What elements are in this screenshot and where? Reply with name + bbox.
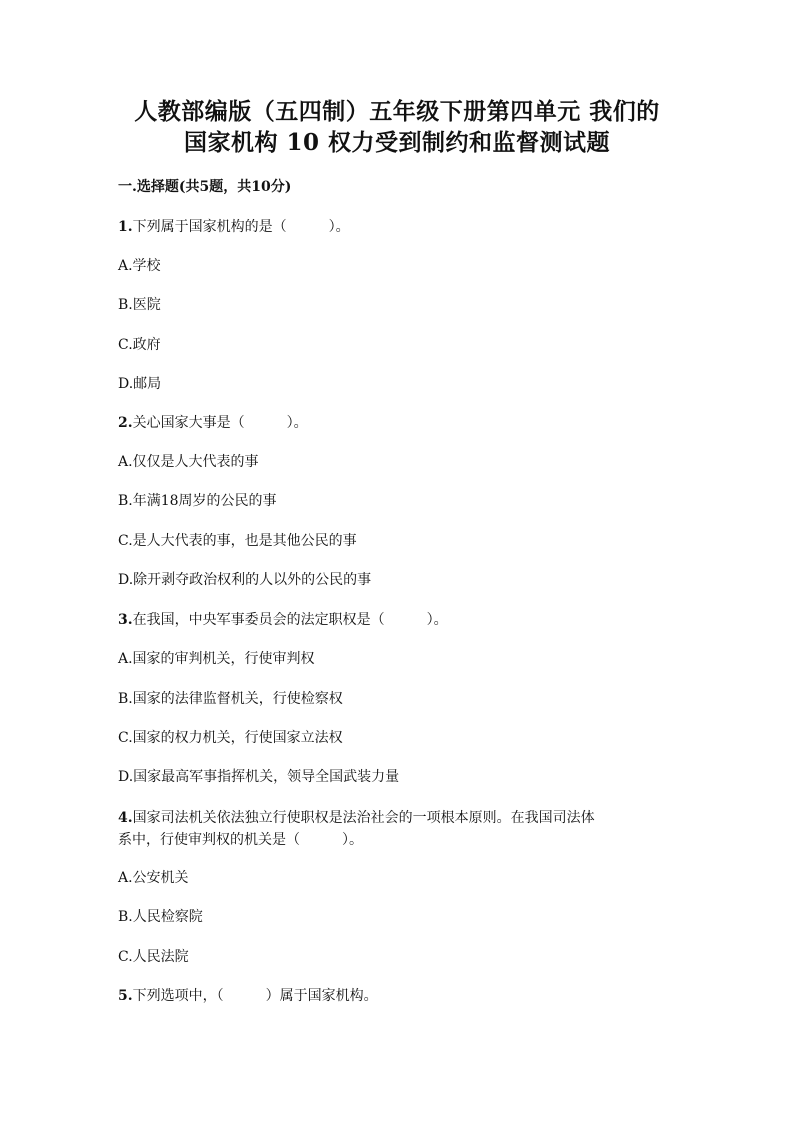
question-4 bbox=[118, 807, 678, 829]
q2-option-c: C.是人大代表的事，也是其他公民的事 bbox=[118, 533, 357, 549]
question-5 bbox=[118, 985, 678, 1007]
question-text: 下列属于国家机构的是（ ）。 bbox=[132, 219, 350, 235]
q3-option-d: D.国家最高军事指挥机关，领导全国武装力量 bbox=[118, 769, 400, 785]
q2-option-b: B.年满18周岁的公民的事 bbox=[118, 493, 277, 509]
question-number: 1. bbox=[118, 219, 133, 235]
q3-option-b: B.国家的法律监督机关，行使检察权 bbox=[118, 691, 343, 707]
question-2 bbox=[118, 412, 678, 434]
q4-option-c: C.人民法院 bbox=[118, 949, 189, 965]
question-text-line-1: 国家司法机关依法独立行使职权是法治社会的一项根本原则。在我国司法体 bbox=[132, 810, 595, 826]
question-number: 2. bbox=[118, 415, 133, 431]
section-heading: 一.选择题(共5题，共10分) bbox=[118, 179, 292, 195]
q2-option-a: A.仅仅是人大代表的事 bbox=[118, 454, 259, 470]
question-number: 4. bbox=[118, 810, 133, 826]
q4-option-b: B.人民检察院 bbox=[118, 909, 203, 925]
q3-option-c: C.国家的权力机关，行使国家立法权 bbox=[118, 730, 343, 746]
document-title-line-2: 国家机构 10 权力受到制约和监督测试题 bbox=[183, 129, 611, 156]
question-3 bbox=[118, 609, 678, 631]
question-1 bbox=[118, 216, 678, 238]
question-number: 5. bbox=[118, 988, 133, 1004]
q1-option-a: A.学校 bbox=[118, 258, 161, 274]
q4-option-a: A.公安机关 bbox=[118, 870, 189, 886]
document-title-line-1: 人教部编版（五四制）五年级下册第四单元 我们的 bbox=[134, 98, 660, 125]
question-text: 在我国，中央军事委员会的法定职权是（ ）。 bbox=[132, 612, 448, 628]
q1-option-c: C.政府 bbox=[118, 337, 161, 353]
q1-option-b: B.医院 bbox=[118, 297, 161, 313]
question-number: 3. bbox=[118, 612, 133, 628]
question-4-continued: 系中，行使审判权的机关是（ ）。 bbox=[118, 832, 363, 848]
question-text: 关心国家大事是（ ）。 bbox=[132, 415, 308, 431]
q3-option-a: A.国家的审判机关，行使审判权 bbox=[118, 651, 315, 667]
q2-option-d: D.除开剥夺政治权利的人以外的公民的事 bbox=[118, 572, 372, 588]
question-text: 下列选项中，（ ）属于国家机构。 bbox=[132, 988, 378, 1004]
q1-option-d: D.邮局 bbox=[118, 376, 162, 392]
